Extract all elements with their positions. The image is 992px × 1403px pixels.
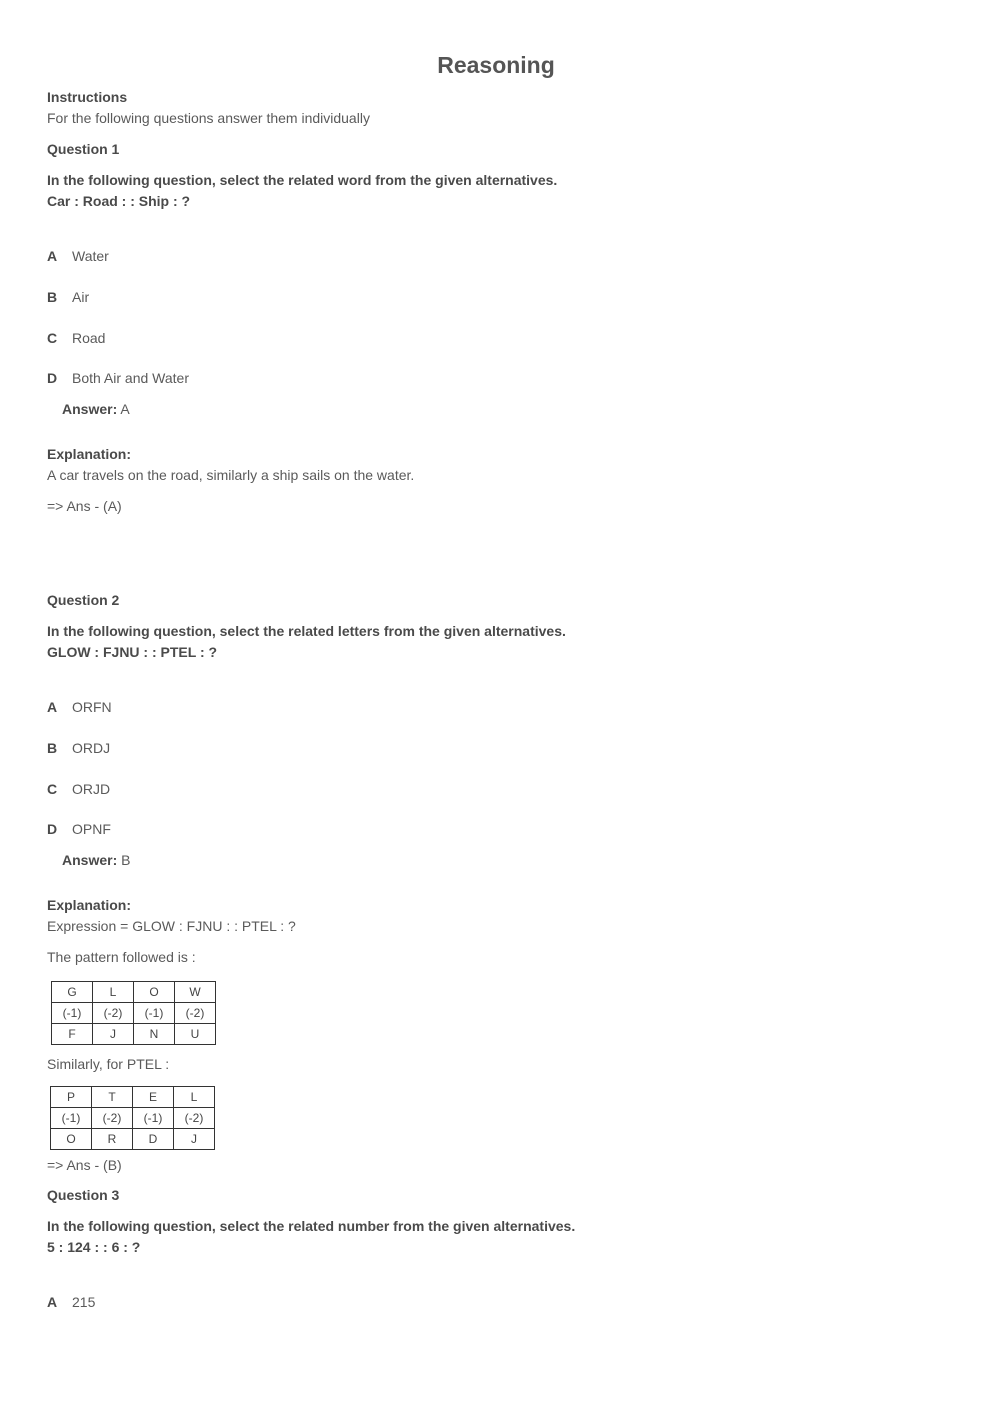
question-2-option-a[interactable] [47,698,112,716]
table-cell: U [175,1024,216,1045]
option-letter: B [47,289,58,305]
table-cell: (-2) [174,1108,215,1129]
question-3-label: Question 3 [47,1187,120,1203]
question-1-explanation-answer: => Ans - (A) [47,498,122,514]
table-cell: T [92,1087,133,1108]
table-cell: J [174,1129,215,1150]
table-row [52,1003,216,1024]
question-3-prompt: In the following question, select the related number from the given alternatives. [47,1218,576,1234]
question-2-explanation-pattern: The pattern followed is : [47,949,196,965]
question-1-explanation-line: A car travels on the road, similarly a ship sails on the water. [47,467,415,483]
table-cell: E [133,1087,174,1108]
option-letter: C [47,781,58,797]
table-cell: P [51,1087,92,1108]
question-1-explanation-heading: Explanation: [47,446,132,462]
option-letter: B [47,740,58,756]
page-title: Reasoning [437,52,555,78]
question-2-final-answer: => Ans - (B) [47,1157,122,1173]
option-text: 215 [72,1294,96,1310]
option-text: Water [72,248,109,264]
question-1-option-a[interactable] [47,247,109,265]
table-row [51,1108,215,1129]
table-cell: (-2) [93,1003,134,1024]
question-2-explanation-heading: Explanation: [47,897,132,913]
option-letter: D [47,821,58,837]
option-letter: A [47,1294,58,1310]
similarly-text: Similarly, for PTEL : [47,1056,170,1072]
question-2-option-c[interactable] [47,780,110,798]
question-1-option-b[interactable] [47,288,89,306]
table-cell: D [133,1129,174,1150]
question-2-label: Question 2 [47,592,120,608]
answer-value: B [121,852,131,868]
question-1-label: Question 1 [47,141,120,157]
option-text: Road [72,330,106,346]
option-text: ORDJ [72,740,111,756]
table-row [52,1024,216,1045]
option-text: ORFN [72,699,112,715]
table-cell: (-1) [52,1003,93,1024]
table-cell: (-1) [134,1003,175,1024]
table-cell: R [92,1129,133,1150]
pattern-table-glow [51,981,216,1045]
answer-label: Answer: [62,401,118,417]
table-row [52,982,216,1003]
option-text: OPNF [72,821,111,837]
question-2-prompt: In the following question, select the related letters from the given alternatives. [47,623,566,639]
question-2-explanation-expression: Expression = GLOW : FJNU : : PTEL : ? [47,918,296,934]
option-letter: A [47,699,58,715]
answer-label: Answer: [62,852,118,868]
table-cell: (-2) [175,1003,216,1024]
question-1-option-d[interactable] [47,369,189,387]
table-cell: F [52,1024,93,1045]
table-cell: L [174,1087,215,1108]
question-2-stem: GLOW : FJNU : : PTEL : ? [47,644,218,660]
question-2-answer [62,851,130,869]
table-cell: W [175,982,216,1003]
option-letter: A [47,248,58,264]
question-2-option-d[interactable] [47,820,111,838]
table-cell: J [93,1024,134,1045]
option-text: Both Air and Water [72,370,189,386]
question-1-prompt: In the following question, select the related word from the given alternatives. [47,172,558,188]
table-cell: (-2) [92,1108,133,1129]
question-2-option-b[interactable] [47,739,110,757]
table-cell: (-1) [133,1108,174,1129]
table-cell: G [52,982,93,1003]
table-cell: L [93,982,134,1003]
option-text: Air [72,289,90,305]
question-3-option-a[interactable] [47,1293,95,1311]
instructions-text: For the following questions answer them individually [47,110,370,126]
option-letter: C [47,330,58,346]
table-cell: N [134,1024,175,1045]
question-1-stem: Car : Road : : Ship : ? [47,193,191,209]
option-letter: D [47,370,58,386]
question-1-option-c[interactable] [47,329,105,347]
pattern-table-ptel [50,1086,215,1150]
question-3-stem: 5 : 124 : : 6 : ? [47,1239,141,1255]
question-1-answer [62,400,130,418]
table-cell: (-1) [51,1108,92,1129]
answer-value: A [120,401,130,417]
table-cell: O [51,1129,92,1150]
table-row [51,1129,215,1150]
table-cell: O [134,982,175,1003]
option-text: ORJD [72,781,111,797]
table-row [51,1087,215,1108]
instructions-heading: Instructions [47,89,128,105]
